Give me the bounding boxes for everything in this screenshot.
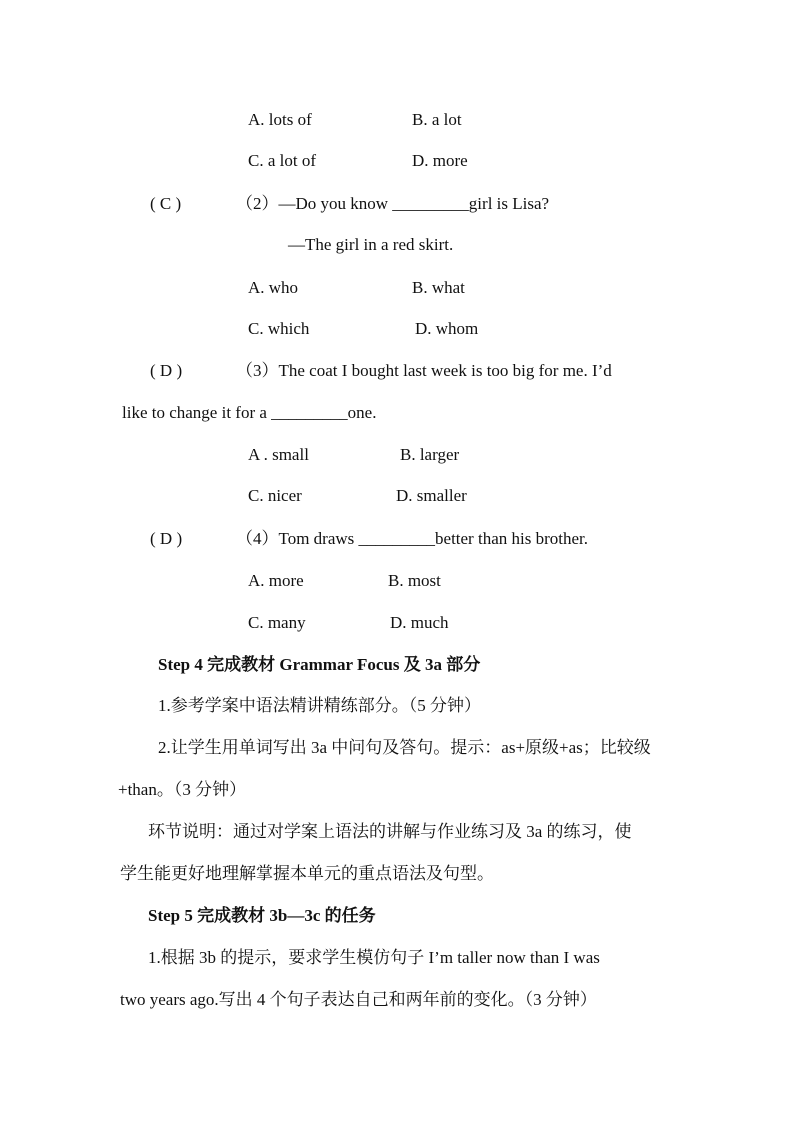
q2-reply: —The girl in a red skirt. [288, 235, 454, 254]
q2-option-c: C. which [248, 319, 310, 338]
q4-option-d: D. much [390, 613, 449, 632]
step4-item-1: 1.参考学案中语法精讲精练部分。（5 分钟） [158, 696, 481, 715]
step4-note-continued: 学生能更好地理解掌握本单元的重点语法及句型。 [120, 864, 494, 883]
q3-option-d: D. smaller [396, 486, 467, 505]
q4-option-a: A. more [248, 571, 304, 590]
q1-option-d: D. more [412, 151, 468, 170]
step4-item-2: 2.让学生用单词写出 3a 中问句及答句。提示：as+原级+as；比较级 [158, 738, 651, 757]
step4-heading: Step 4 完成教材 Grammar Focus 及 3a 部分 [158, 655, 481, 674]
q1-option-a: A. lots of [248, 110, 312, 129]
q2-answer: ( C ) [150, 194, 182, 213]
q2-option-a: A. who [248, 278, 299, 297]
q4-answer: ( D ) [150, 529, 183, 548]
q3-stem: （3）The coat I bought last week is too big for me. I’d [236, 361, 612, 380]
step5-item-1-continued: two years ago.写出 4 个句子表达自己和两年前的变化。（3 分钟） [120, 990, 597, 1009]
q3-option-b: B. larger [400, 445, 460, 464]
step5-heading: Step 5 完成教材 3b—3c 的任务 [148, 906, 376, 925]
q2-option-b: B. what [412, 278, 465, 297]
q3-option-a: A . small [248, 445, 309, 464]
q4-option-b: B. most [388, 571, 441, 590]
q3-option-c: C. nicer [248, 486, 302, 505]
q4-option-c: C. many [248, 613, 306, 632]
q2-option-d: D. whom [415, 319, 479, 338]
q1-option-b: B. a lot [412, 110, 462, 129]
step5-item-1: 1.根据 3b 的提示，要求学生模仿句子 I’m taller now than I was [148, 948, 600, 967]
step4-note: 环节说明：通过对学案上语法的讲解与作业练习及 3a 的练习，使 [148, 822, 632, 841]
q3-stem-continued: like to change it for a _________one. [122, 403, 377, 422]
q3-answer: ( D ) [150, 361, 183, 380]
q1-option-c: C. a lot of [248, 151, 316, 170]
q2-stem: （2）—Do you know _________girl is Lisa? [236, 194, 550, 213]
q4-stem: （4）Tom draws _________better than his brother. [236, 529, 588, 548]
step4-item-2-continued: +than。（3 分钟） [118, 780, 247, 799]
